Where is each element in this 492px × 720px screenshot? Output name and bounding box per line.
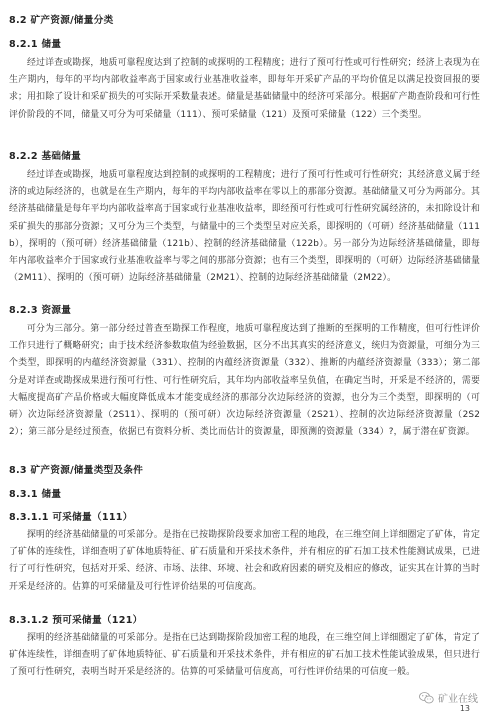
heading-8-3-1-2: 8.3.1.2 预可采储量（121） — [9, 615, 143, 626]
wechat-icon — [419, 692, 434, 704]
heading-8-2-3: 8.2.3 资源量 — [9, 305, 72, 316]
paragraph-8-2-3: 可分为三部分。第一部分经过普查至勘探工作程度，地质可靠程度达到了推断的至探明的工作精度，但可行性评价工作只进行了概略研究；由于技术经济参数取值为经验数据，区分不出其真实的经济意义，统归为资源量，可细分为三个类型，即探明的内蕴经济资源量（331）、控制的内蕴经济资源量（332）、推断的内蕴经济资源量（333）；第二部分是对详查或勘探成果进行预可行性、可行性研究后，其年均内部收益率呈负值，在确定当时，开采是不经济的，需要大幅度提高矿产品价格或大幅度降低成本才能变成经济的那部分次边际经济的资源，也分为三个类型，即探明的（可研）次边际经济资源量（2S11）、探明的（预可研）次边际经济资源量（2S21）、控制的次边际经济资源量（2S22）；第三部分是经过预查，依据已有资料分析、类比而估计的资源量，即预测的资源量（334）?，属于潜在矿资源。 — [9, 324, 480, 438]
heading-8-3-1-1: 8.3.1.1 可采储量（111） — [9, 512, 133, 523]
page-number: 13 — [459, 704, 470, 713]
paragraph-8-3-1-2: 探明的经济基础储量的可采部分。是指在已达到勘探阶段加密工程的地段，在三维空间上详细圈定了矿体，肯定了矿体连续性，详细查明了矿体地质特征、矿石质量和开采技术条件，并有相应的矿石加工技术性能试验成果，但只进行了预可行性研究，表明当时开采是经济的。估算的可采储量可信度高，可行性评价结果的可信度一般。 — [9, 633, 480, 678]
heading-8-2-2: 8.2.2 基础储量 — [9, 151, 82, 162]
paragraph-8-2-1: 经过详查或勘探，地质可靠程度达到了控制的或探明的工程精度；进行了预可行性或可行性研究；经济上表现为在生产期内，每年的平均内部收益率高于国家或行业基准收益率，即每年开采矿产品的平均价值足以满足投资回报的要求；用扣除了设计和采矿损失的可实际开采数量表述。储量是基础储量中的经济可采部分。根据矿产勘查阶段和可行性评价阶段的不同，储量又可分为可采储量（111）、预可采储量（121）及预可采储量（122）三个类型。 — [9, 58, 480, 120]
heading-8-3-1: 8.3.1 储量 — [9, 489, 62, 500]
wechat-watermark — [419, 690, 478, 705]
paragraph-8-3-1-1: 探明的经济基础储量的可采部分。是指在已按勘探阶段要求加密工程的地段，在三维空间上详细圈定了矿体，肯定了矿体的连续性，详细查明了矿体地质特征、矿石质量和开采技术条件，并有相应的矿石加工技术性能测试成果，已进行了可行性研究，包括对开采、经济、市场、法律、环境、社会和政府因素的研究及相应的修改，证实其在计算的当时开采是经济的。估算的可采储量及可行性评价结果的可信度高。 — [9, 530, 480, 592]
heading-8-2-1: 8.2.1 储量 — [9, 39, 62, 50]
watermark-brand: 矿业在线 — [438, 694, 478, 705]
heading-8-2: 8.2 矿产资源/储量分类 — [9, 15, 114, 26]
heading-8-3: 8.3 矿产资源/储量类型及条件 — [9, 465, 144, 476]
paragraph-8-2-2: 经过详查或勘探，地质可靠程度达到控制的或探明的工程精度；进行了预可行性或可行性研究；其经济意义属于经济的或边际经济的，也就是在生产期内，每年的平均内部收益率在零以上的那部分资源。基础储量又可分为两部分。其经济基础储量是每年平均内部收益率高于国家或行业基准收益率，即经预可行性或可行性研究属经济的，未扣除设计和采矿损失的那部分资源；又可分为三个类型，与储量中的三个类型呈对应关系，即探明的（可研）经济基础储量（111b），探明的（预可研）经济基础储量（121b）、控制的经济基础储量（122b）。另一部分为边际经济基础储量，即每年内部收益率介于国家或行业基准收益率与零之间的那部分资源；也有三个类型，即探明的（可研）边际经济基础储量（2M11）、探明的（预可研）边际经济基础储量（2M21）、控制的边际经济基础储量（2M22）。 — [9, 170, 480, 284]
